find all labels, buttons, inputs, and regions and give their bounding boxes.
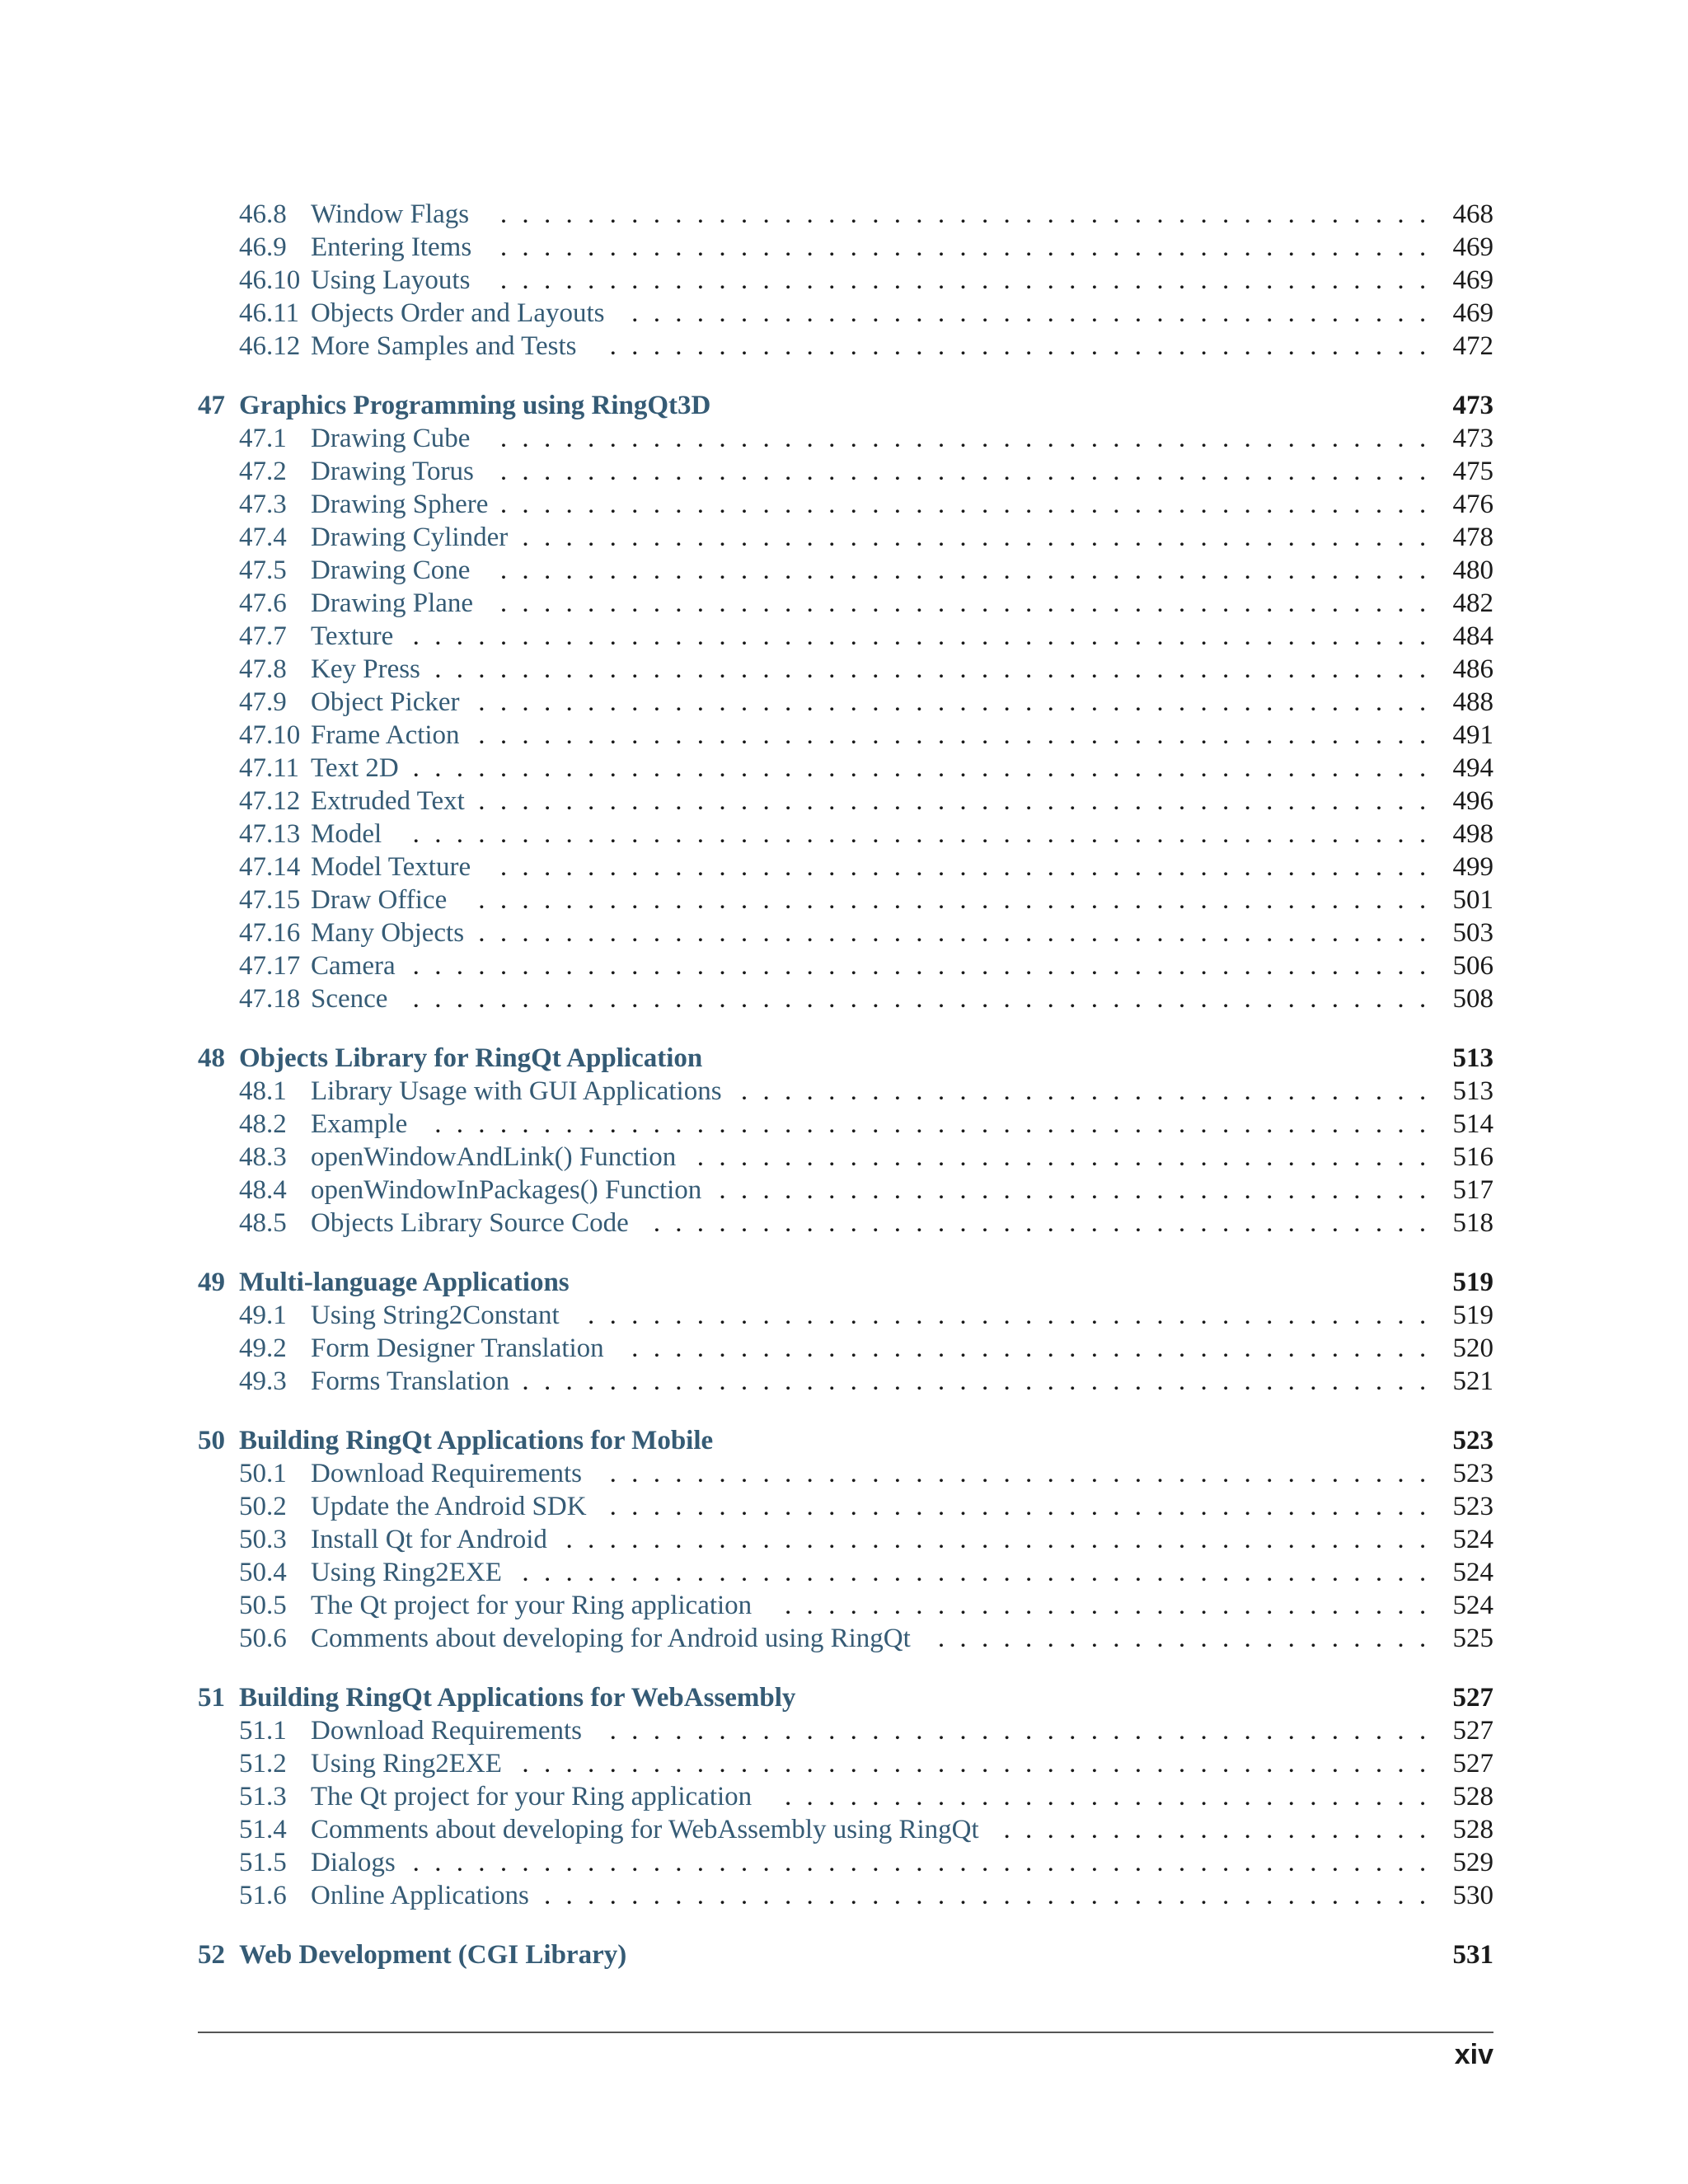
toc-entry-title[interactable]: Texture <box>311 621 394 651</box>
toc-entry-title[interactable]: Using Layouts <box>311 265 471 295</box>
toc-section-entry[interactable] <box>198 1747 1493 1780</box>
toc-entry-title[interactable]: Using String2Constant <box>311 1301 560 1330</box>
toc-entry-number: 46.8 <box>239 199 287 229</box>
toc-entry-page[interactable]: 475 <box>1452 457 1493 486</box>
toc-section-entry[interactable] <box>198 297 1493 330</box>
dot-leader: .............................................. <box>434 1109 1442 1139</box>
toc-entry-page[interactable]: 480 <box>1452 555 1493 585</box>
toc-entry-number: 47.7 <box>239 621 287 651</box>
dot-leader: .............................. <box>785 1782 1442 1811</box>
toc-entry-title[interactable]: Model <box>311 819 382 849</box>
toc-entry-page[interactable]: 469 <box>1452 265 1493 295</box>
toc-section-entry[interactable] <box>198 1523 1493 1556</box>
dot-leader: ........................................... <box>499 265 1442 295</box>
dot-leader: ........................................... <box>499 199 1442 229</box>
toc-entry-title[interactable]: Download Requirements <box>311 1459 583 1488</box>
dot-leader: ........................................... <box>499 424 1442 453</box>
dot-leader: .......................................... <box>522 1749 1442 1779</box>
toc-entry-page[interactable]: 519 <box>1452 1301 1493 1330</box>
toc-entry-title[interactable]: Key Press <box>311 654 420 684</box>
toc-entry-page[interactable]: 531 <box>1452 1940 1493 1970</box>
toc-entry-page[interactable]: 528 <box>1452 1782 1493 1811</box>
toc-entry-title[interactable]: Text 2D <box>311 753 399 783</box>
dot-leader: ............................................ <box>478 885 1442 915</box>
toc-chapter-entry[interactable] <box>198 1266 1493 1299</box>
dot-leader: .............................................. <box>434 654 1442 684</box>
toc-entry-page[interactable]: 478 <box>1452 523 1493 552</box>
toc-section-entry[interactable] <box>198 1108 1493 1141</box>
toc-entry-number: 48.4 <box>239 1175 287 1205</box>
toc-entry-page[interactable]: 516 <box>1452 1142 1493 1172</box>
toc-section-entry[interactable] <box>198 198 1493 231</box>
toc-entry-title[interactable]: Web Development (CGI Library) <box>239 1940 627 1970</box>
toc-entry-page[interactable]: 498 <box>1452 819 1493 849</box>
toc-entry-title[interactable]: Graphics Programming using RingQt3D <box>239 391 711 420</box>
toc-entry-page[interactable]: 473 <box>1452 424 1493 453</box>
dot-leader: ............................................... <box>412 753 1442 783</box>
toc-entry-title[interactable]: Object Picker <box>311 687 460 717</box>
toc-entry-number: 47.8 <box>239 654 287 684</box>
toc-section-entry[interactable] <box>198 653 1493 686</box>
toc-entry-title[interactable]: Drawing Cylinder <box>311 523 509 552</box>
toc-entry-number: 47.11 <box>239 753 300 783</box>
toc-entry-number: 50.3 <box>239 1525 287 1554</box>
dot-leader: ............................................ <box>478 720 1442 750</box>
toc-entry-title[interactable]: Objects Library Source Code <box>311 1208 629 1238</box>
toc-entry-title[interactable]: Frame Action <box>311 720 460 750</box>
toc-entry-number: 47.16 <box>239 918 301 948</box>
toc-entry-number: 50.5 <box>239 1591 287 1620</box>
toc-section-entry[interactable] <box>198 521 1493 554</box>
toc-entry-number: 48.2 <box>239 1109 287 1139</box>
toc-entry-page[interactable]: 508 <box>1452 984 1493 1014</box>
dot-leader: ........................................... <box>499 852 1442 882</box>
dot-leader: ........................................... <box>499 232 1442 262</box>
toc-entry-page[interactable]: 520 <box>1452 1333 1493 1363</box>
toc-entry-number: 47.14 <box>239 852 301 882</box>
toc-entry-number: 50.4 <box>239 1558 287 1587</box>
toc-entry-title[interactable]: The Qt project for your Ring application <box>311 1591 753 1620</box>
toc-section-entry[interactable] <box>198 554 1493 587</box>
toc-entry-page[interactable]: 524 <box>1452 1525 1493 1554</box>
dot-leader: ............................................... <box>412 621 1442 651</box>
toc-section-entry[interactable] <box>198 1207 1493 1240</box>
dot-leader: ............................................ <box>478 687 1442 717</box>
toc-section-entry[interactable] <box>198 1556 1493 1589</box>
toc-entry-page[interactable]: 519 <box>1452 1268 1493 1297</box>
toc-entry-number: 49.1 <box>239 1301 287 1330</box>
toc-entry-page[interactable]: 523 <box>1452 1459 1493 1488</box>
toc-entry-page[interactable]: 525 <box>1452 1624 1493 1653</box>
dot-leader: ........................................ <box>565 1525 1442 1554</box>
toc-entry-number: 46.11 <box>239 298 300 328</box>
toc-entry-page[interactable]: 491 <box>1452 720 1493 750</box>
toc-entry-page[interactable]: 469 <box>1452 298 1493 328</box>
toc-entry-number: 49.2 <box>239 1333 287 1363</box>
toc-section-entry[interactable] <box>198 818 1493 851</box>
toc-section-entry[interactable] <box>198 1714 1493 1747</box>
dot-leader: .................... <box>1003 1815 1442 1844</box>
toc-section-entry[interactable] <box>198 488 1493 521</box>
toc-entry-number: 49.3 <box>239 1366 287 1396</box>
toc-entry-title[interactable]: Window Flags <box>311 199 470 229</box>
dot-leader: .......................................... <box>522 1366 1442 1396</box>
toc-entry-title[interactable]: Comments about developing for WebAssembly using RingQt <box>311 1815 979 1844</box>
toc-section-entry[interactable] <box>198 1780 1493 1813</box>
toc-entry-page[interactable]: 469 <box>1452 232 1493 262</box>
toc-entry-page[interactable]: 527 <box>1452 1716 1493 1746</box>
toc-entry-number: 47.15 <box>239 885 301 915</box>
dot-leader: ............................................... <box>412 819 1442 849</box>
toc-entry-number: 50 <box>198 1426 225 1455</box>
toc-entry-number: 50.1 <box>239 1459 287 1488</box>
toc-section-entry[interactable] <box>198 1813 1493 1846</box>
toc-section-entry[interactable] <box>198 949 1493 982</box>
toc-entry-number: 47.3 <box>239 490 287 519</box>
toc-entry-page[interactable]: 524 <box>1452 1591 1493 1620</box>
toc-section-entry[interactable] <box>198 455 1493 488</box>
toc-entry-number: 50.2 <box>239 1492 287 1521</box>
dot-leader: ........................................... <box>499 555 1442 585</box>
toc-entry-page[interactable]: 482 <box>1452 588 1493 618</box>
toc-entry-page[interactable]: 527 <box>1452 1749 1493 1779</box>
toc-section-entry[interactable] <box>198 620 1493 653</box>
toc-entry-number: 47.10 <box>239 720 301 750</box>
toc-entry-title[interactable]: The Qt project for your Ring application <box>311 1782 753 1811</box>
footer-divider <box>198 2032 1493 2033</box>
toc-entry-title[interactable]: Forms Translation <box>311 1366 510 1396</box>
toc-entry-number: 52 <box>198 1940 225 1970</box>
dot-leader: ............................................... <box>412 1848 1442 1877</box>
toc-entry-number: 47.9 <box>239 687 287 717</box>
toc-entry-number: 48 <box>198 1043 225 1073</box>
toc-entry-page[interactable]: 468 <box>1452 199 1493 229</box>
dot-leader: ................................ <box>740 1076 1442 1106</box>
toc-entry-number: 51.4 <box>239 1815 287 1844</box>
toc-entry-title[interactable]: Using Ring2EXE <box>311 1558 502 1587</box>
dot-leader: ....................... <box>937 1624 1442 1653</box>
toc-entry-title[interactable]: openWindowInPackages() Function <box>311 1175 702 1205</box>
toc-entry-title[interactable]: Objects Order and Layouts <box>311 298 605 328</box>
toc-entry-number: 47.1 <box>239 424 287 453</box>
toc-entry-number: 46.9 <box>239 232 287 262</box>
toc-entry-number: 51.5 <box>239 1848 287 1877</box>
toc-entry-title[interactable]: Scence <box>311 984 388 1014</box>
toc-section-entry[interactable] <box>198 719 1493 752</box>
toc-entry-page[interactable]: 499 <box>1452 852 1493 882</box>
toc-section-entry[interactable] <box>198 982 1493 1015</box>
toc-entry-page[interactable]: 513 <box>1452 1076 1493 1106</box>
toc-section-entry[interactable] <box>198 1490 1493 1523</box>
dot-leader: ...................................... <box>609 1716 1442 1746</box>
toc-section-entry[interactable] <box>198 1879 1493 1912</box>
toc-entry-page[interactable]: 514 <box>1452 1109 1493 1139</box>
toc-entry-title[interactable]: Objects Library for RingQt Application <box>239 1043 703 1073</box>
dot-leader: ........................................... <box>499 588 1442 618</box>
toc-entry-page[interactable]: 527 <box>1452 1683 1493 1713</box>
toc-entry-number: 49 <box>198 1268 225 1297</box>
toc-section-entry[interactable] <box>198 1174 1493 1207</box>
toc-section-entry[interactable] <box>198 330 1493 363</box>
toc-entry-page[interactable]: 486 <box>1452 654 1493 684</box>
dot-leader: ....................................... <box>588 1301 1442 1330</box>
toc-entry-number: 51.2 <box>239 1749 287 1779</box>
toc-entry-title[interactable]: More Samples and Tests <box>311 331 577 361</box>
toc-section-entry[interactable] <box>198 1365 1493 1398</box>
dot-leader: .......................................... <box>522 1558 1442 1587</box>
dot-leader: ...................................... <box>609 1492 1442 1521</box>
toc-entry-number: 47.5 <box>239 555 287 585</box>
toc-entry-page[interactable]: 521 <box>1452 1366 1493 1396</box>
toc-entry-title[interactable]: Drawing Plane <box>311 588 474 618</box>
dot-leader: ......................................... <box>543 1881 1442 1910</box>
toc-entry-title[interactable]: Using Ring2EXE <box>311 1749 502 1779</box>
toc-section-entry[interactable] <box>198 1141 1493 1174</box>
toc-entry-title[interactable]: Form Designer Translation <box>311 1333 604 1363</box>
toc-section-entry[interactable] <box>198 883 1493 916</box>
toc-entry-title[interactable]: Drawing Cube <box>311 424 471 453</box>
toc-section-entry[interactable] <box>198 587 1493 620</box>
toc-section-entry[interactable] <box>198 916 1493 949</box>
dot-leader: ........................................... <box>499 457 1442 486</box>
toc-entry-title[interactable]: Comments about developing for Android using RingQt <box>311 1624 911 1653</box>
toc-entry-number: 50.6 <box>239 1624 287 1653</box>
toc-entry-title[interactable]: Many Objects <box>311 918 465 948</box>
dot-leader: .......................................... <box>522 523 1442 552</box>
toc-entry-number: 47.4 <box>239 523 287 552</box>
toc-section-entry[interactable] <box>198 1332 1493 1365</box>
toc-entry-page[interactable]: 503 <box>1452 918 1493 948</box>
toc-entry-page[interactable]: 494 <box>1452 753 1493 783</box>
toc-entry-number: 47.17 <box>239 951 301 981</box>
toc-chapter-entry[interactable] <box>198 1042 1493 1075</box>
toc-entry-title[interactable]: Extruded Text <box>311 786 465 816</box>
toc-entry-page[interactable]: 506 <box>1452 951 1493 981</box>
toc-entry-page[interactable]: 528 <box>1452 1815 1493 1844</box>
toc-entry-title[interactable]: Multi-language Applications <box>239 1268 570 1297</box>
toc-entry-number: 47.12 <box>239 786 301 816</box>
toc-section-entry[interactable] <box>198 231 1493 264</box>
dot-leader: ............................................... <box>412 951 1442 981</box>
toc-entry-page[interactable]: 529 <box>1452 1848 1493 1877</box>
dot-leader: ............................................ <box>478 786 1442 816</box>
toc-entry-number: 47.2 <box>239 457 287 486</box>
toc-entry-number: 47.13 <box>239 819 301 849</box>
toc-entry-title[interactable]: Dialogs <box>311 1848 396 1877</box>
toc-entry-title[interactable]: Drawing Cone <box>311 555 471 585</box>
toc-entry-number: 47 <box>198 391 225 420</box>
toc-section-entry[interactable] <box>198 1075 1493 1108</box>
toc-entry-page[interactable]: 513 <box>1452 1043 1493 1073</box>
toc-entry-title[interactable]: Model Texture <box>311 852 471 882</box>
toc-chapter-entry[interactable] <box>198 1681 1493 1714</box>
toc-entry-page[interactable]: 523 <box>1452 1426 1493 1455</box>
toc-entry-title[interactable]: Install Qt for Android <box>311 1525 547 1554</box>
toc-entry-number: 47.6 <box>239 588 287 618</box>
toc-entry-number: 48.1 <box>239 1076 287 1106</box>
toc-entry-page[interactable]: 488 <box>1452 687 1493 717</box>
toc-entry-title[interactable]: openWindowAndLink() Function <box>311 1142 677 1172</box>
toc-entry-page[interactable]: 472 <box>1452 331 1493 361</box>
toc-entry-page[interactable]: 473 <box>1452 391 1493 420</box>
toc-entry-title[interactable]: Update the Android SDK <box>311 1492 587 1521</box>
toc-section-entry[interactable] <box>198 1299 1493 1332</box>
toc-section-entry[interactable] <box>198 752 1493 785</box>
toc-entry-title[interactable]: Camera <box>311 951 396 981</box>
table-of-contents <box>198 198 1493 1971</box>
dot-leader: ............................................ <box>478 918 1442 948</box>
toc-entry-page[interactable]: 496 <box>1452 786 1493 816</box>
toc-entry-title[interactable]: Drawing Torus <box>311 457 474 486</box>
toc-entry-number: 48.5 <box>239 1208 287 1238</box>
toc-section-entry[interactable] <box>198 1589 1493 1622</box>
toc-chapter-entry[interactable] <box>198 1424 1493 1457</box>
toc-section-entry[interactable] <box>198 264 1493 297</box>
dot-leader: ........................................... <box>499 490 1442 519</box>
toc-entry-page[interactable]: 484 <box>1452 621 1493 651</box>
toc-entry-title[interactable]: Building RingQt Applications for WebAssembly <box>239 1683 796 1713</box>
toc-entry-page[interactable]: 530 <box>1452 1881 1493 1910</box>
toc-entry-title[interactable]: Drawing Sphere <box>311 490 489 519</box>
footer-page-number: xiv <box>1454 2039 1493 2070</box>
toc-chapter-entry[interactable] <box>198 1938 1493 1971</box>
toc-entry-title[interactable]: Example <box>311 1109 408 1139</box>
toc-entry-number: 51.3 <box>239 1782 287 1811</box>
toc-entry-title[interactable]: Download Requirements <box>311 1716 583 1746</box>
dot-leader: ..................................... <box>631 298 1442 328</box>
toc-section-entry[interactable] <box>198 785 1493 818</box>
toc-entry-number: 51.6 <box>239 1881 287 1910</box>
toc-entry-page[interactable]: 523 <box>1452 1492 1493 1521</box>
toc-section-entry[interactable] <box>198 1457 1493 1490</box>
toc-section-entry[interactable] <box>198 422 1493 455</box>
toc-entry-title[interactable]: Draw Office <box>311 885 448 915</box>
toc-entry-number: 51.1 <box>239 1716 287 1746</box>
toc-entry-page[interactable]: 517 <box>1452 1175 1493 1205</box>
dot-leader: .................................... <box>653 1208 1442 1238</box>
toc-section-entry[interactable] <box>198 851 1493 883</box>
toc-entry-number: 46.10 <box>239 265 301 295</box>
toc-chapter-entry[interactable] <box>198 389 1493 422</box>
toc-entry-title[interactable]: Entering Items <box>311 232 472 262</box>
toc-entry-page[interactable]: 524 <box>1452 1558 1493 1587</box>
toc-section-entry[interactable] <box>198 1846 1493 1879</box>
toc-entry-number: 46.12 <box>239 331 301 361</box>
dot-leader: .............................. <box>785 1591 1442 1620</box>
toc-section-entry[interactable] <box>198 1622 1493 1655</box>
dot-leader: ...................................... <box>609 1459 1442 1488</box>
toc-entry-title[interactable]: Library Usage with GUI Applications <box>311 1076 722 1106</box>
toc-entry-number: 48.3 <box>239 1142 287 1172</box>
toc-section-entry[interactable] <box>198 686 1493 719</box>
toc-entry-number: 51 <box>198 1683 225 1713</box>
toc-entry-page[interactable]: 518 <box>1452 1208 1493 1238</box>
toc-entry-title[interactable]: Building RingQt Applications for Mobile <box>239 1426 714 1455</box>
dot-leader: ..................................... <box>631 1333 1442 1363</box>
toc-entry-title[interactable]: Online Applications <box>311 1881 529 1910</box>
toc-entry-page[interactable]: 476 <box>1452 490 1493 519</box>
dot-leader: ............................................... <box>412 984 1442 1014</box>
dot-leader: .................................. <box>696 1142 1442 1172</box>
toc-entry-number: 47.18 <box>239 984 301 1014</box>
dot-leader: ................................. <box>719 1175 1442 1205</box>
toc-entry-page[interactable]: 501 <box>1452 885 1493 915</box>
dot-leader: ...................................... <box>609 331 1442 361</box>
